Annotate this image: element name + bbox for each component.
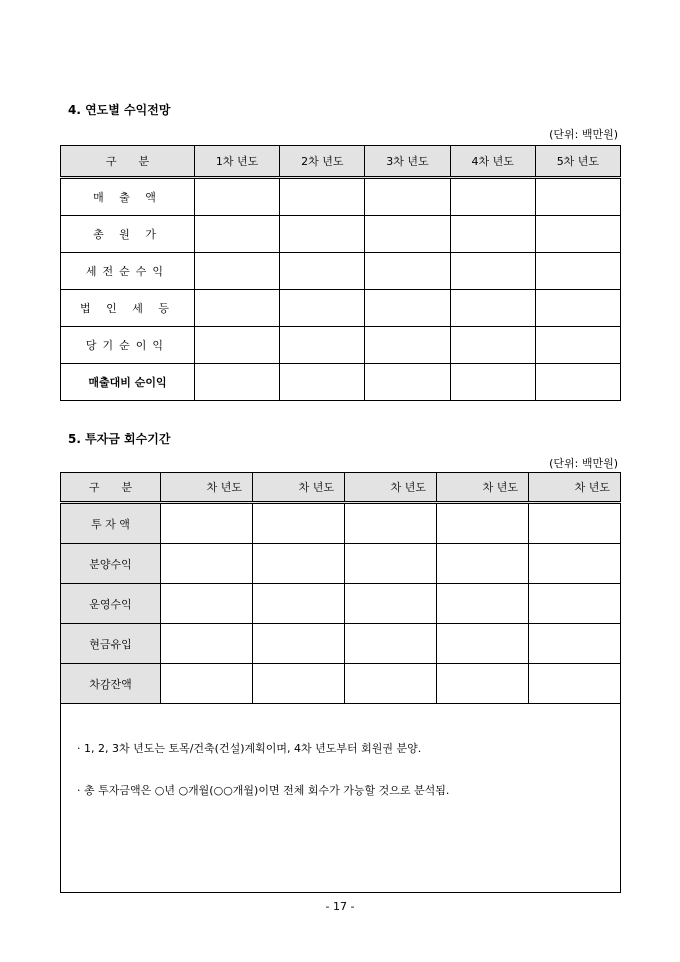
notes-row — [61, 704, 621, 893]
table-row — [61, 290, 621, 327]
section-4-unit: (단위: 백만원) — [549, 128, 618, 141]
header-year: 차 년도 — [253, 473, 345, 503]
row-label: 당기순이익 — [61, 327, 195, 364]
table-row — [61, 216, 621, 253]
table-row — [61, 664, 621, 704]
header-year: 4차 년도 — [450, 146, 535, 178]
table-row — [61, 327, 621, 364]
table-row — [61, 584, 621, 624]
table-row — [61, 503, 621, 544]
table-row — [61, 624, 621, 664]
row-label: 매 출 액 — [61, 178, 195, 216]
section-5-title: 5. 투자금 회수기간 — [68, 432, 171, 446]
header-year: 차 년도 — [345, 473, 437, 503]
row-label: 현금유입 — [61, 624, 161, 664]
row-label: 분양수익 — [61, 544, 161, 584]
header-year: 1차 년도 — [195, 146, 280, 178]
header-category: 구 분 — [61, 473, 161, 503]
section-5-unit: (단위: 백만원) — [549, 457, 618, 470]
section-4-title: 4. 연도별 수익전망 — [68, 103, 171, 117]
row-label: 세전순수익 — [61, 253, 195, 290]
note-item: · 총 투자금액은 ○년 ○개월(○○개월)이면 전체 회수가 가능할 것으로 분석됨. — [77, 784, 450, 797]
payback-period-table — [60, 472, 621, 893]
row-label: 총 원 가 — [61, 216, 195, 253]
row-label: 운영수익 — [61, 584, 161, 624]
header-year: 차 년도 — [529, 473, 621, 503]
row-label: 매출대비 순이익 — [61, 364, 195, 401]
header-year: 차 년도 — [437, 473, 529, 503]
header-year: 5차 년도 — [535, 146, 620, 178]
row-label: 차감잔액 — [61, 664, 161, 704]
header-category: 구 분 — [61, 146, 195, 178]
note-item: · 1, 2, 3차 년도는 토목/건축(건설)계획이며, 4차 년도부터 회원권 분양. — [77, 742, 422, 755]
notes-cell — [61, 704, 621, 893]
header-year: 3차 년도 — [365, 146, 450, 178]
row-label: 법 인 세 등 — [61, 290, 195, 327]
table-row — [61, 364, 621, 401]
table-row — [61, 178, 621, 216]
page-number: - 17 - — [325, 900, 355, 913]
header-year: 2차 년도 — [280, 146, 365, 178]
revenue-forecast-table — [60, 145, 621, 401]
table-row — [61, 544, 621, 584]
table-row — [61, 253, 621, 290]
header-year: 차 년도 — [161, 473, 253, 503]
row-label: 투 자 액 — [61, 503, 161, 544]
